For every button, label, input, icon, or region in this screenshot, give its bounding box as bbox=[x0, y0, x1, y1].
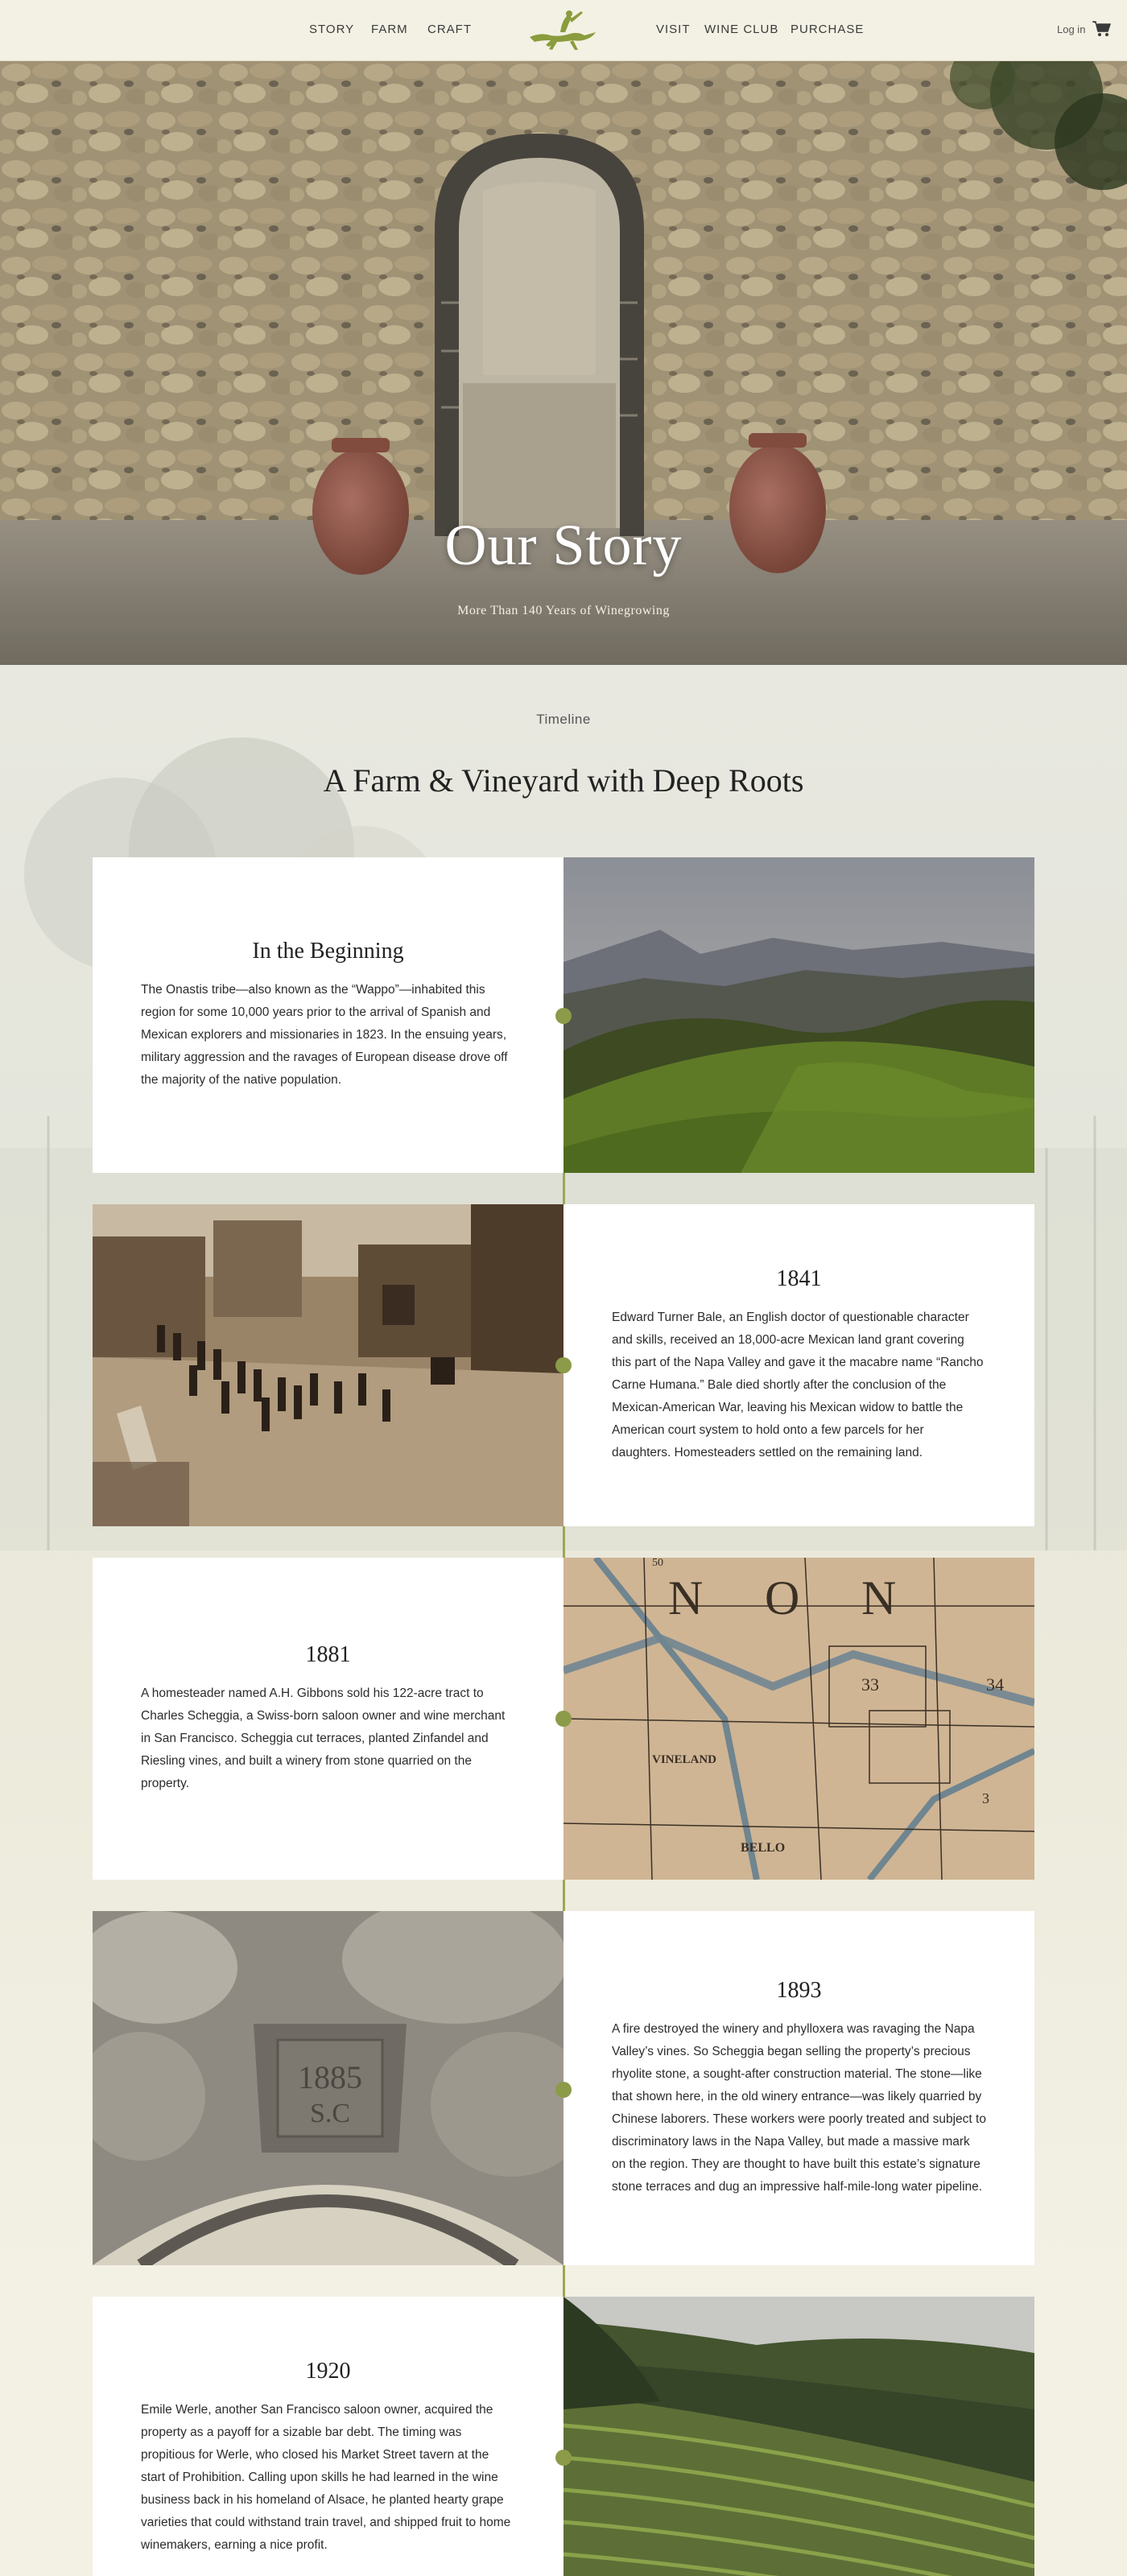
map-label: N bbox=[668, 1571, 704, 1624]
map-label: 3 bbox=[982, 1790, 989, 1806]
historic-town-parade-photo bbox=[93, 1204, 564, 1526]
nav-wine-club[interactable]: WINE CLUB bbox=[704, 23, 779, 36]
timeline-card bbox=[93, 1558, 564, 1880]
map-label: VINELAND bbox=[652, 1753, 717, 1766]
timeline-dot bbox=[555, 1711, 572, 1727]
entry-title: 1893 bbox=[776, 1978, 822, 2003]
horse-rider-logo-icon[interactable] bbox=[525, 5, 602, 53]
keystone-year: 1885 bbox=[298, 2059, 362, 2095]
nav-craft[interactable]: CRAFT bbox=[427, 23, 472, 36]
rolling-green-hills-photo bbox=[564, 857, 1034, 1173]
timeline-entry bbox=[93, 1204, 1034, 1526]
map-label: 34 bbox=[986, 1674, 1004, 1695]
timeline-card bbox=[93, 2297, 564, 2576]
entry-title: In the Beginning bbox=[252, 939, 404, 964]
map-label: 50 bbox=[652, 1558, 663, 1569]
timeline-dot bbox=[555, 2450, 572, 2466]
nav-story[interactable]: STORY bbox=[309, 23, 355, 36]
entry-text: Emile Werle, another San Francisco saloon owner, acquired the property as a payoff for a sizable bar debt. The timing was propitious for Werle, who closed his Market Street tavern at the start of Prohibition. Calling upon skills he had learned in the wine business back in his homeland of Alsace, he planted hearty grape varieties that could withstand train travel, and shipped fruit to home winemakers, earning a nice profit. bbox=[141, 2403, 511, 2552]
terraced-vineyard-photo bbox=[564, 2297, 1034, 2576]
entry-title: 1841 bbox=[776, 1266, 822, 1291]
entry-text: The Onastis tribe—also known as the “Wappo”—inhabited this region for some 10,000 years prior to the arrival of Spanish and Mexican explorers and missionaries in 1823. In the ensuing years, military aggression and the ravages of European disease drove off the majority of the native population. bbox=[141, 983, 508, 1087]
cart-icon[interactable] bbox=[1092, 20, 1111, 38]
hero-subtitle: More Than 140 Years of Winegrowing bbox=[457, 604, 670, 617]
timeline-card bbox=[564, 1911, 1034, 2265]
page-title: Our Story bbox=[444, 513, 683, 577]
timeline-dot bbox=[555, 1008, 572, 1024]
timeline-entry bbox=[93, 1911, 1034, 2265]
nav-visit[interactable]: VISIT bbox=[656, 23, 691, 36]
entry-text: Edward Turner Bale, an English doctor of questionable character and skills, received an 18,000-acre Mexican land grant covering this part of the Napa Valley and gave it the macabre name “Rancho Carne Humana.” Bale died shortly after the conclusion of the Mexican-American War, leaving his Mexican widow to battle the American court system to hold onto a few parcels for her daughters. Homesteaders settled on the remaining land. bbox=[612, 1311, 984, 1459]
timeline-eyebrow: Timeline bbox=[536, 712, 591, 727]
keystone-initials: S.C bbox=[309, 2099, 351, 2128]
login-link[interactable]: Log in bbox=[1057, 23, 1086, 35]
hero-banner bbox=[0, 61, 1127, 665]
timeline-entry bbox=[93, 2297, 1034, 2576]
timeline-heading: A Farm & Vineyard with Deep Roots bbox=[323, 762, 804, 799]
nav-farm[interactable]: FARM bbox=[371, 23, 408, 36]
map-label: BELLO bbox=[741, 1841, 786, 1855]
carved-keystone-photo bbox=[93, 1911, 564, 2265]
timeline-card bbox=[93, 857, 564, 1173]
timeline-card bbox=[564, 1204, 1034, 1526]
map-label: 33 bbox=[861, 1674, 879, 1695]
timeline-entry bbox=[93, 857, 1034, 1173]
timeline-section bbox=[0, 665, 1127, 2576]
entry-title: 1881 bbox=[305, 1642, 351, 1667]
timeline-dot bbox=[555, 2082, 572, 2098]
timeline-entry bbox=[93, 1558, 1034, 1880]
map-label: N bbox=[861, 1571, 897, 1624]
entry-title: 1920 bbox=[305, 2359, 351, 2384]
entry-text: A fire destroyed the winery and phylloxera was ravaging the Napa Valley’s vines. So Scheggia began selling the property’s precious rhyolite stone, a sought-after construction material. The stone—like that shown here, in the old winery entrance—was likely quarried by Chinese laborers. These workers were poorly treated and subject to discriminatory laws in the Napa Valley, but made a massive mark on the region. They are thought to have built this estate’s signature stone terraces and dug an impressive half-mile-long water pipeline. bbox=[612, 2022, 986, 2194]
historic-map-photo bbox=[564, 1558, 1034, 1880]
top-nav bbox=[0, 0, 1127, 61]
entry-text: A homesteader named A.H. Gibbons sold his 122-acre tract to Charles Scheggia, a Swiss-born saloon owner and wine merchant in San Francisco. Scheggia cut terraces, planted Zinfandel and Riesling vines, and built a winery from stone quarried on the property. bbox=[141, 1686, 506, 1790]
map-label: O bbox=[765, 1571, 800, 1624]
nav-purchase[interactable]: PURCHASE bbox=[791, 23, 865, 36]
timeline-dot bbox=[555, 1357, 572, 1373]
